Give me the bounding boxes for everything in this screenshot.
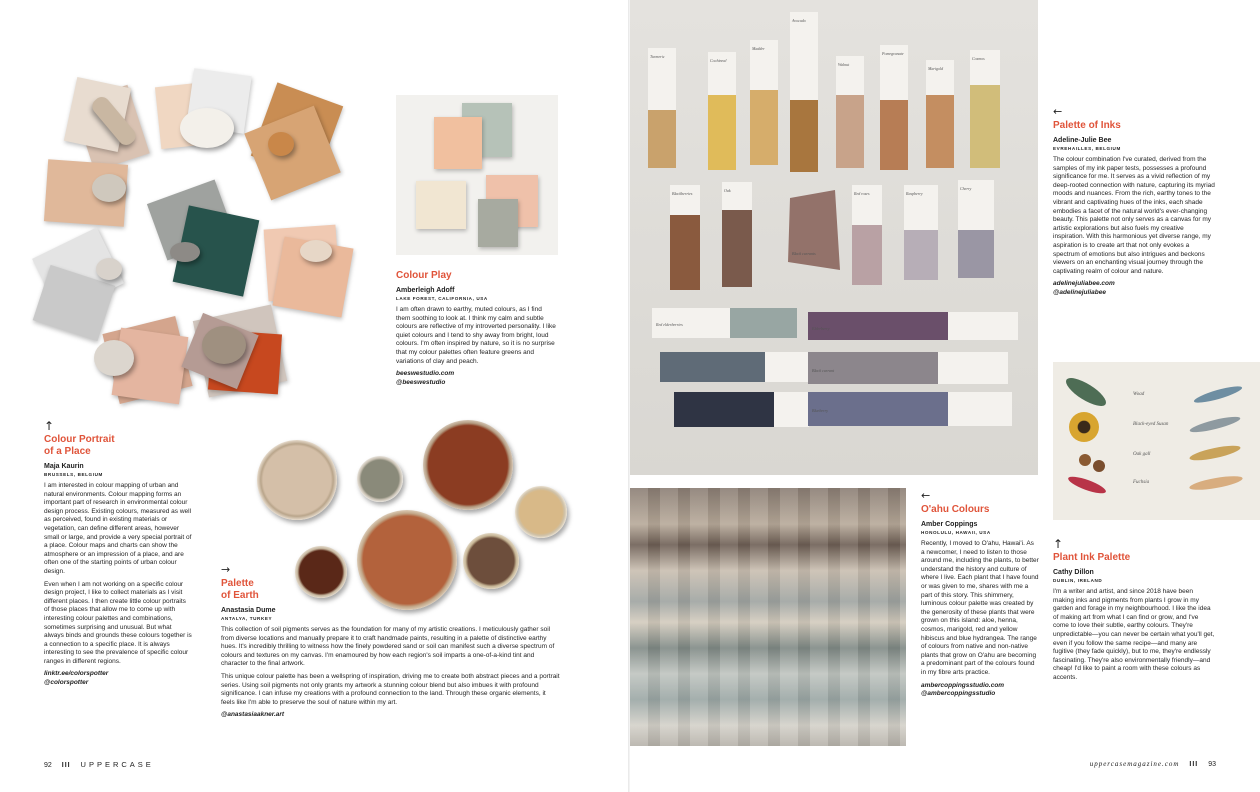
stone [202,326,246,364]
ink-strip-label: Madder [752,46,765,51]
ink-strip [880,100,908,170]
ink-strip [926,95,954,168]
ink-strip-label: Blackberries [672,191,693,196]
arrow-left-icon: ← [1053,105,1063,118]
ink-strip-label: Raspberry [906,191,923,196]
oak-gall [1093,460,1105,472]
article-link[interactable]: beeswestudio.com [396,370,455,378]
ink-strip-label: Elderberry [812,326,830,331]
ink-strip [750,90,778,165]
article-link[interactable]: ambercoppingsstudio.com [921,681,1005,689]
ink-strip [958,230,994,278]
ink-strip [788,190,840,270]
magazine-website[interactable]: uppercasemagazine.com [1089,760,1180,768]
stone [170,242,200,262]
ink-strip-label: Red roses [854,191,870,196]
ink-strip [648,110,676,168]
ink-swatch [1189,473,1244,492]
stone [180,108,234,148]
footer-divider: III [1189,761,1199,768]
article-title-line: of Earth [221,590,259,601]
article-title-line: of a Place [44,446,91,457]
article-paragraph: The colour combination I've curated, derived from the samples of my ink paper tests, possesses a profound significance for me. It serves as a vivid reflection of my deep-rooted connection with nature, capturing its myriad moods and nuances. From the rich, earthy tones to the vibrant and captivating hues of the inks, each shade embodies a facet of the natural world's ever-changing beauty. This palette not only serves as a canvas for my artistic explorations but also fuels my creative inspiration. With this harmonious yet diverse range, my aspiration is to create art that not only evokes a spectrum of emotions but also intrigues and beckons viewers on an enchanting visual journey through the captivating realm of colour and nature. [1053,156,1215,275]
ink-strip [674,392,774,427]
ink-strip [708,95,736,170]
fuchsia [1066,473,1107,496]
colour-play-photo [396,95,558,255]
pigment-tin [357,456,403,502]
pigment-tin [515,486,567,538]
ink-strip-label: Cosmos [972,56,985,61]
paper-swatch [416,181,466,229]
ink-strip-label: Walnut [838,62,850,67]
article-paragraph: I am interested in colour mapping of urban and natural environments. Colour mapping forms an important part of research in environmental colour design process. Existing colours, measured as well as perceived, found in existing materials or vegetation, can define different areas, however small or large, and provide a very special portrait of a place. Colour maps and charts can show the atmosphere or an impression of a place, and are often one of the starting points of urban colour design. [44,482,192,575]
ink-strip-label: Oak [724,188,731,193]
stone [94,340,134,376]
article-link[interactable]: linktr.ee/colorspotter [44,670,109,678]
ink-swatch [1189,443,1242,464]
footer-right [1090,760,1216,769]
article-handle[interactable]: @colorspotter [44,678,89,686]
article-plant-ink-palette [1053,538,1215,687]
ink-strip [670,215,700,290]
plant-label: Fuchsia [1133,480,1150,485]
footer-divider: III [61,762,71,769]
magazine-brand: UPPERCASE [80,760,154,769]
ink-strip [660,352,765,382]
article-location: LAKE FOREST, CALIFORNIA, USA [396,296,488,301]
article-colour-portrait [44,420,192,687]
article-title-line: Palette [221,578,254,589]
ink-strip-label: Blueberry [812,408,828,413]
article-title: Colour Play [396,270,452,281]
article-palette-of-earth [221,564,561,720]
article-colour-play [396,268,558,387]
paper-swatch [434,117,482,169]
article-paragraph: I'm a writer and artist, and since 2018 have been making inks and pigments from plants I grow in my garden and forage in my neighbourhood. I like the idea of making art from what I can find or grow, and I've come to love their subtle, earthy colours. They're unpredictable—you can never be certain what you'll get, even if you follow the same recipe—and many are fugitive (they fade quickly), but to me, they're endlessly fascinating. They're also environmentally friendly—and cheap! I'd like to paint a room with these colours as accents. [1053,588,1215,681]
article-handle[interactable]: @beeswestudio [396,378,446,386]
ink-test-strips [630,0,1038,475]
paper-swatch [478,199,518,247]
ink-strip-label: Marigold [928,66,944,71]
article-handle[interactable]: @anastasiaakner.art [221,711,285,719]
ink-strip [852,225,882,285]
article-handle[interactable]: @ambercoppingsstudio [921,690,996,697]
ink-strip [730,308,797,338]
article-location: EVREHAILLES, BELGIUM [1053,146,1121,151]
article-title: O'ahu Colours [921,504,990,515]
article-author: Adeline-Julie Bee [1053,137,1112,144]
article-handle[interactable]: @adelinejuliabee [1053,288,1106,296]
plant-label: Black-eyed Susan [1133,422,1169,427]
article-paragraph: Recently, I moved to O'ahu, Hawai'i. As a newcomer, I need to listen to those around me, including the plants, to better understand the history and culture of where I live. Each plant that I have found or was given to me, shares with me a part of this story. This shimmery, luminous colour palette was created by the generosity of these plants that were grown on this island: aloe, henna, cosmos, marigold, red and yellow hibiscus and blue hydrangea. The range of colours from native and non-native plants that grow on O'ahu are becoming a predominant part of the colours found in my fibre arts practice. [921,540,1039,676]
arrow-left-icon: ← [921,489,931,502]
fabric-sheen [630,488,906,746]
stone [268,132,294,156]
article-title: Plant Ink Palette [1053,552,1131,563]
plant-label: Oak gall [1133,452,1151,457]
ink-strip [970,85,1000,168]
flower [1069,412,1099,442]
article-paragraph: Even when I am not working on a specific colour design project, I like to collect materials as I visit different places. I then create little colour portraits of those places that allow me to come up with interesting colour palettes and combinations, sometimes surprising and unusual. But what always binds and grounds these colours together is a connection to a specific place. It is always interesting to see the prevalence of specific colour ranges in different regions. [44,580,192,665]
article-link[interactable]: adelinejuliabee.com [1053,280,1115,288]
article-paragraph: This collection of soil pigments serves as the foundation for many of my artistic creations. I meticulously gather soil from diverse locations and manually prepare it to craft handmade paints, resulting in a palette of distinctive earthy hues. It's incredibly thrilling to witness how the finely powdered sand or soil can manifest such a diverse spectrum of colours and textures on my canvas. I'm enamoured by how each region's soil imparts a one-of-a-kind tint and character to the final artwork. [221,626,555,668]
plant-ink-photo [1053,362,1260,520]
pigment-tin [423,420,513,510]
ink-strip [790,100,818,172]
ink-strip-label: Black currant [812,368,835,373]
ink-strip [836,95,864,168]
arrow-up-icon: ↑ [1053,537,1064,551]
oak-gall [1079,454,1091,466]
article-paragraph: This unique colour palette has been a wellspring of inspiration, driving me to create both abstract pieces and a portrait series. Using soil pigments not only grants my artwork a stunning colour blend but also imbues it with profound significance. I can infuse my creations with a profound connection to the land. Through these organic elements, it feels like I'm able to preserve the soul of nature within my art. [221,672,560,706]
plant-label: Woad [1133,392,1145,397]
ink-strip-label: Cherry [960,186,972,191]
ink-swatch [1193,383,1244,405]
palette-of-inks-photo [630,0,1038,475]
ink-strip-label: Avocado [792,18,806,23]
ink-strip [722,210,752,287]
article-author: Amber Coppings [921,521,978,528]
page-number: 93 [1208,761,1216,768]
article-location: ANTALYA, TURKEY [221,616,273,621]
ink-strip-label: Turmeric [650,54,665,59]
ink-strip-label: Red elderberries [656,322,683,327]
ink-swatch [1189,414,1242,435]
article-paragraph: I am often drawn to earthy, muted colours, as I find them soothing to look at. I think my calm and subtle colours are reflective of my introverted personality. I like quiet colours and I tend to shy away from bright, loud colours. I'm often inspired by nature, so it is no surprise that my colour palettes often feature greens and variations of clay and peach. [396,306,556,365]
article-author: Amberleigh Adoff [396,287,455,294]
ink-strip-label: Cochineal [710,58,727,63]
oahu-fabric-photo [630,488,906,746]
article-title: Palette of Inks [1053,120,1121,131]
article-location: HONOLULU, HAWAII, USA [921,530,991,535]
footer-left [44,760,154,770]
article-title [221,578,561,602]
article-location: BRUSSELS, BELGIUM [44,472,103,477]
article-oahu-colours [921,490,1039,699]
stone [300,240,332,262]
pigment-tin [257,440,337,520]
leaf [1062,373,1109,411]
article-title [44,434,192,458]
article-author: Maja Kaurin [44,463,84,470]
arrow-up-icon: ↑ [44,419,55,433]
ink-strip-label: Black currants [792,251,816,256]
page-number: 92 [44,762,52,769]
ink-strip [904,230,938,280]
article-author: Cathy Dillon [1053,569,1094,576]
stone [96,258,122,280]
colour-portrait-photo [30,62,382,417]
ink-strip [808,392,948,426]
article-author: Anastasia Dume [221,607,276,614]
arrow-right-icon: → [221,563,231,576]
article-location: DUBLIN, IRELAND [1053,578,1103,583]
stone [92,174,126,202]
article-palette-of-inks [1053,106,1215,297]
article-title-line: Colour Portrait [44,434,115,445]
ink-strip-label: Pomegranate [882,51,904,56]
